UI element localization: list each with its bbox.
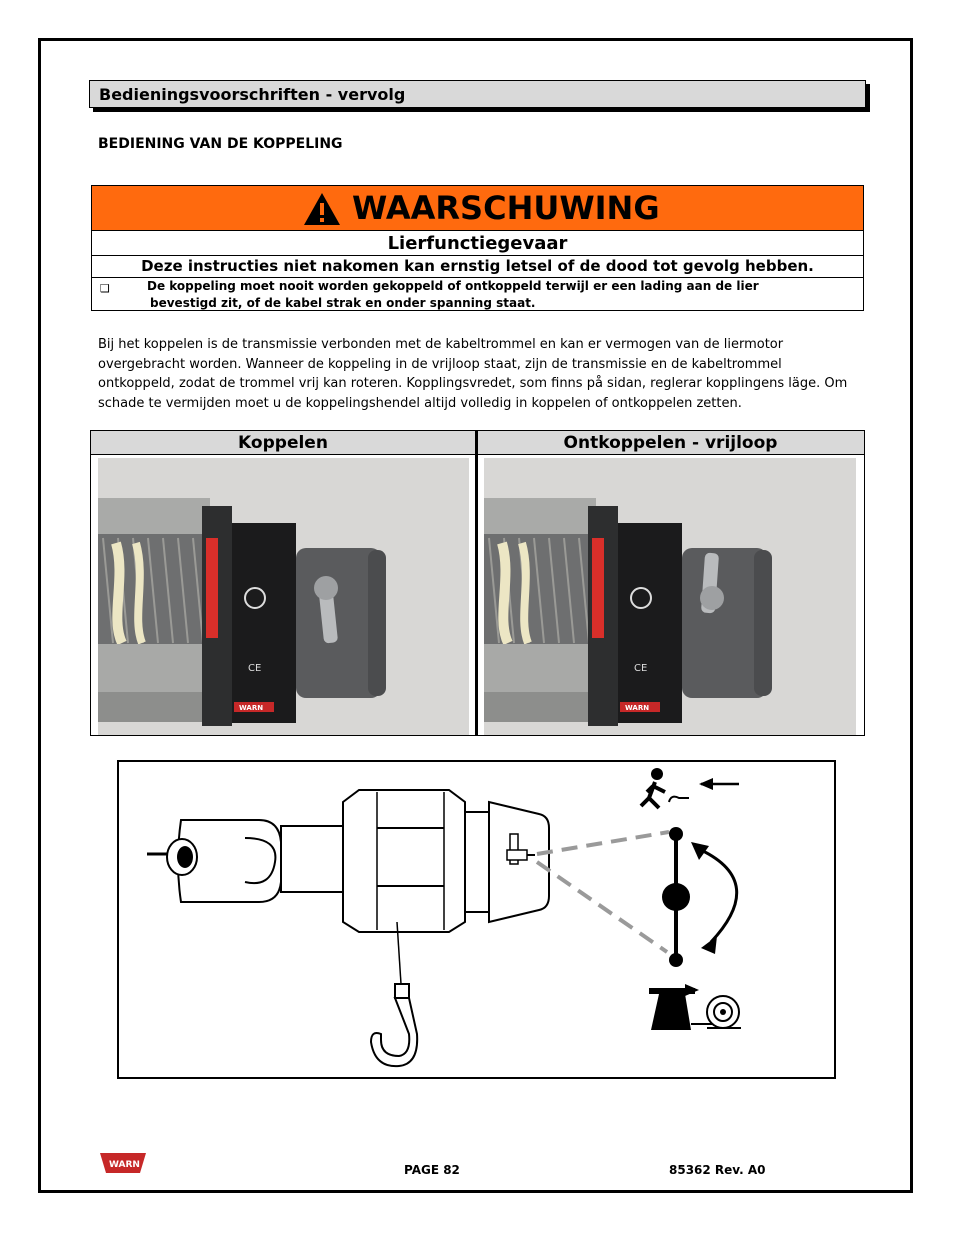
subheading: BEDIENING VAN DE KOPPELING: [98, 136, 343, 152]
column-divider: [475, 431, 478, 735]
warning-bullet: [147, 278, 837, 312]
hazard-title: Lierfunctiegevaar: [92, 231, 863, 256]
column-header-engaged: Koppelen: [91, 431, 477, 455]
column-header-freespool: Ontkoppelen - vrijloop: [477, 431, 864, 455]
warn-badge: WARN: [625, 704, 650, 712]
warn-badge: WARN: [239, 704, 264, 712]
ce-mark: CE: [248, 663, 262, 674]
body-paragraph: Bij het koppelen is de transmissie verbonden met de kabeltrommel en kan er vermogen van de liermotor overgebracht worden. Wanneer de koppeling in de vrijloop staat, zijn de transmissie en de kabeltrommel ontkoppeld, zodat de trommel vrij kan roteren. Kopplingsvredet, som finns på sidan, reglerar kopplingens läge. Om schade te vermijden moet u de koppelingshendel altijd volledig in koppelen of ontkoppelen zetten.: [98, 337, 848, 411]
warning-bullet-line: De koppeling moet nooit worden gekoppeld of ontkoppeld terwijl er een lading aan de lier: [147, 279, 759, 293]
checkbox-bullet-icon: ❑: [100, 282, 110, 295]
clutch-diagram: [117, 760, 836, 1079]
ce-mark: CE: [634, 663, 648, 674]
logo-text: WARN: [109, 1160, 140, 1170]
page-number: PAGE 82: [404, 1163, 460, 1177]
warning-title: WAARSCHUWING: [352, 189, 660, 227]
warning-header: [92, 186, 863, 231]
section-header: [89, 80, 866, 108]
section-title: Bedieningsvoorschriften - vervolg: [99, 85, 406, 104]
consequence-text: Deze instructies niet nakomen kan ernstig letsel of de dood tot gevolg hebben.: [92, 256, 863, 278]
photo-freespool: [484, 458, 856, 735]
warn-logo: [98, 1151, 148, 1175]
photo-engaged: [98, 458, 469, 735]
warning-bullet-line: bevestigd zit, of de kabel strak en onder spanning staat.: [150, 296, 536, 310]
warning-triangle-icon: [301, 189, 343, 229]
revision-number: 85362 Rev. A0: [669, 1163, 766, 1177]
clutch-table: [90, 430, 865, 736]
warning-box: [91, 185, 864, 311]
